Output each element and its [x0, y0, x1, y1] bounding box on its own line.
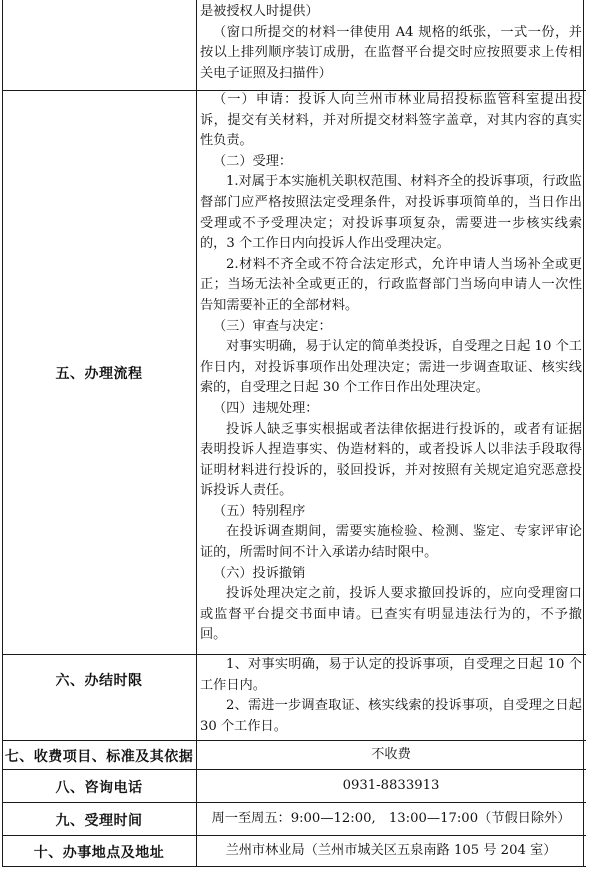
special-heading: （五）特别程序 — [213, 503, 306, 519]
address-row — [2, 836, 586, 867]
address-label: 十、办事地点及地址 — [33, 844, 165, 861]
hours-row — [2, 803, 586, 836]
apply-heading: （一）申请： — [213, 92, 299, 107]
process-row — [2, 91, 586, 655]
deadline-item-2: 2、需进一步调查取证、核实线索的投诉事项，自受理之日起 30 个工作日。 — [200, 698, 582, 734]
process-cell — [200, 90, 582, 646]
deadline-item-1: 1、对事实明确，易于认定的投诉事项，自受理之日起 10 个工作日内。 — [200, 657, 582, 693]
accept-item-2: 2.材料不齐全或不符合法定形式，允许申请人当场补全或更正；当场无法补全或更正的，行政监督部门当场向申请人一次性告知需要补正的全部材料。 — [200, 256, 582, 313]
review-text: 对事实明确，易于认定的简单类投诉，自受理之日起 10 个工作日内，对投诉事项作出处理决定；需进一步调查取证、核实线索的，自受理之日起 30 个工作日作出处理决定。 — [200, 339, 582, 396]
fees-value: 不收费 — [371, 747, 411, 762]
materials-window-note: （窗口所提交的材料一律使用 A4 规格的纸张，一式一份，并按以上排列顺序装订成册，在监督平台提交时应按照要求上传相关电子证照及扫描件） — [200, 24, 582, 81]
special-text: 在投诉调查期间，需要实施检验、检测、鉴定、专家评审论证的，所需时间不计入承诺办结时限中。 — [200, 524, 582, 561]
review-heading: （三）审查与决定： — [213, 318, 332, 334]
document-table — [2, 0, 586, 867]
materials-continuation-row — [2, 0, 586, 91]
process-label: 五、办理流程 — [55, 366, 143, 382]
materials-cell — [200, 2, 582, 84]
hours-value: 周一至周五：9:00—12:00, 13:00—17:00（节假日除外） — [211, 811, 571, 826]
fees-label: 七、收费项目、标准及其依据 — [4, 748, 194, 765]
apply-text: 投诉人向兰州市林业局招投标监管科室提出投诉，提交有关材料，并对所提交材料签字盖章，对其内容的真实性负责。 — [200, 92, 583, 149]
phone-row — [2, 770, 586, 803]
materials-line-end: 是被授权人时提供） — [200, 4, 319, 19]
withdraw-heading: （六）投诉撤销 — [213, 565, 306, 581]
violation-heading: （四）违规处理： — [213, 400, 319, 416]
hours-label: 九、受理时间 — [55, 812, 143, 829]
violation-text: 投诉人缺乏事实根据或者法律依据进行投诉的，或者有证据表明投诉人捏造事实、伪造材料的，或者投诉人以非法手段取得证明材料进行投诉的，驳回投诉，并对按照有关规定追究恶意投诉投诉人责任。 — [200, 421, 582, 499]
address-value: 兰州市林业局（兰州市城关区五泉南路 105 号 204 室） — [225, 843, 557, 858]
deadline-cell — [200, 655, 582, 737]
phone-value: 0931-8833913 — [342, 778, 440, 793]
deadline-row — [2, 655, 586, 741]
accept-item-1: 1.对属于本实施机关职权范围、材料齐全的投诉事项，行政监督部门应严格按照法定受理条件，对投诉事项简单的，当日作出受理或不予受理决定；对投诉事项复杂，需要进一步核实线索的，3 个工作日内向投诉人作出受理决定。 — [200, 174, 582, 252]
withdraw-text: 投诉处理决定之前，投诉人要求撤回投诉的，应向受理窗口或监督平台提交书面申请。已查实有明显违法行为的，不予撤回。 — [200, 586, 582, 643]
phone-label: 八、咨询电话 — [55, 779, 143, 796]
fees-row — [2, 741, 586, 770]
accept-heading: （二）受理： — [213, 153, 293, 169]
deadline-label: 六、办结时限 — [55, 673, 143, 689]
